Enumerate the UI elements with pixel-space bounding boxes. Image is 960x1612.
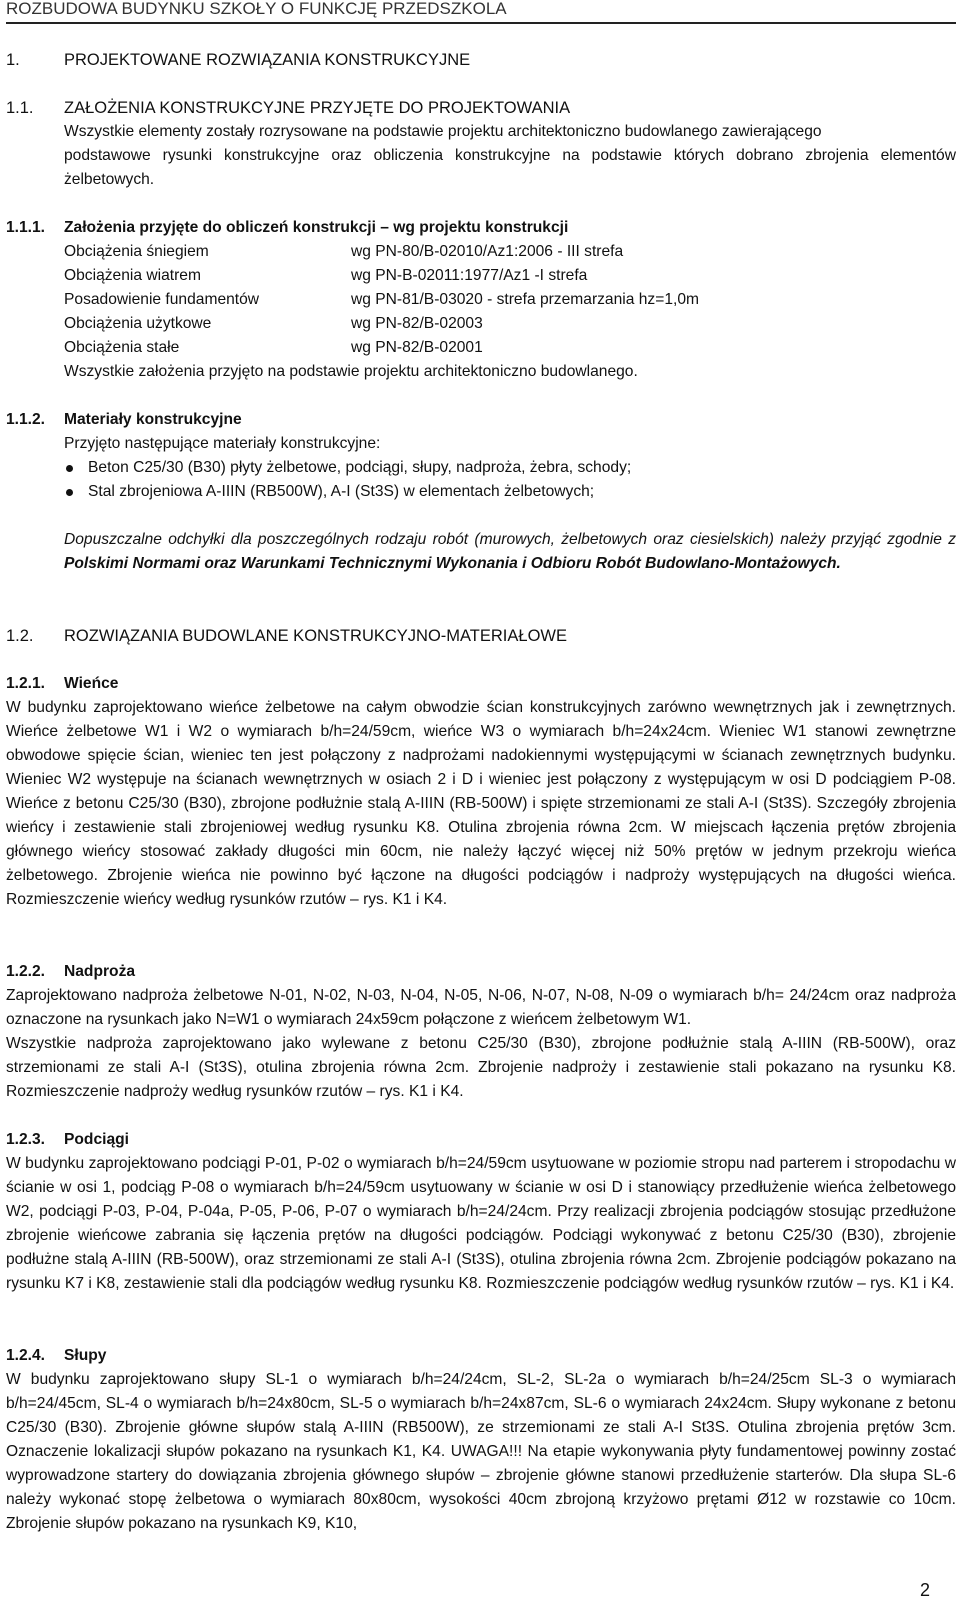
list-item: Beton C25/30 (B30) płyty żelbetowe, podciągi, słupy, nadproża, żebra, schody; [64, 456, 956, 480]
running-header: ROZBUDOWA BUDYNKU SZKOŁY O FUNKCJĘ PRZEDSZKOLA [6, 0, 507, 18]
bullet-icon [66, 489, 73, 496]
load-row: Obciążenia śniegiem wg PN-80/B-02010/Az1:2006 - III strefa [64, 243, 624, 260]
loads-note: Wszystkie założenia przyjęto na podstawie projektu architektoniczno budowlanego. [64, 363, 638, 380]
section-number: 1.1. [6, 99, 34, 117]
section-number: 1.2.2. [6, 963, 46, 980]
section-heading-1-1 [6, 96, 956, 120]
paragraph: W budynku zaprojektowano słupy SL-1 o wymiarach b/h=24/24cm, SL-2, SL-2a o wymiarach b/h=24/25cm SL-3 o wymiarach b/h=24/45cm, SL-4 o wymiarach b/h=24x80cm, SL-5 o wymiarach b/h=24x87cm, SL-6 o wymiarach 24x24cm. Słupy wykonane z betonu C25/30 (B30). Zbrojenie główne słupów stalą A-IIIN (RB500W), ze strzemionami ze stali A-I St3S. Otulina zbrojenia prętów 3cm. Oznaczenie lokalizacji słupów pokazano na rysunkach K1, K4. UWAGA!!! Na etapie wykonywania płyty fundamentowej powinny zostać wyprowadzone startery do dowiązania zbrojenia głównego słupów – zbrojenie główne stanowi przedłużenie starterów. Dla słupa SL-6 należy wykonać stopę żelbetowa o wymiarach 80x80cm, wysokości 40cm zbrojoną krzyżowo prętami Ø12 w rozstawie co 10cm. Zbrojenie słupów pokazano na rysunkach K9, K10, [6, 1371, 956, 1532]
section-title: ROZWIĄZANIA BUDOWLANE KONSTRUKCYJNO-MATERIAŁOWE [64, 627, 567, 645]
section-title: Nadproża [64, 963, 136, 980]
section-1-2-1-body [6, 696, 956, 912]
page-number: 2 [919, 1580, 930, 1600]
load-row: Obciążenia wiatrem wg PN-B-02011:1977/Az1 -I strefa [64, 267, 588, 284]
section-heading-1-2-1 [6, 672, 956, 696]
section-heading-1-2-2 [6, 960, 956, 984]
section-heading-1-2-3 [6, 1128, 956, 1152]
section-1-2-3-body [6, 1152, 956, 1296]
paragraph-first-line: Wszystkie elementy zostały rozrysowane na podstawie projektu architektoniczno budowlanego zawierającego [64, 123, 822, 140]
section-heading-1-1-2 [6, 408, 956, 432]
load-row: Obciążenia stałe wg PN-82/B-02001 [64, 339, 483, 356]
materials-block [6, 432, 956, 504]
section-number: 1.2.4. [6, 1347, 46, 1364]
tolerance-note [6, 528, 956, 576]
section-1-1-body [6, 120, 956, 192]
section-number: 1.2. [6, 627, 34, 645]
header-rule [6, 22, 956, 24]
section-title: Podciągi [64, 1131, 129, 1148]
section-number: 1. [6, 51, 20, 69]
document-page [6, 0, 956, 1612]
section-heading-1-2 [6, 624, 956, 648]
materials-intro: Przyjęto następujące materiały konstrukcyjne: [64, 435, 381, 452]
section-title: Materiały konstrukcyjne [64, 411, 242, 428]
tolerance-text: Dopuszczalne odchyłki dla poszczególnych rodzaju robót (murowych, żelbetowych oraz ciesielskich) należy przyjąć zgodnie z [64, 531, 956, 548]
section-heading-1-2-4 [6, 1344, 956, 1368]
paragraph: Zaprojektowano nadproża żelbetowe N-01, N-02, N-03, N-04, N-05, N-06, N-07, N-08, N-09 o wymiarach b/h= 24/24cm oraz nadproża oznaczone na rysunkach jako N=W1 o wymiarach 24x59cm połączone z wieńcem żelbetowym W1. [6, 987, 956, 1028]
section-heading-1-1-1 [6, 216, 956, 240]
paragraph: W budynku zaprojektowano podciągi P-01, P-02 o wymiarach b/h=24/59cm usytuowane w poziomie stropu nad parterem i stropodachu w ścianie w osi 1, podciąg P-08 o wymiarach b/h=24/59cm usytuowany w ścianie w osi D i stanowiący przedłużenie wieńca żelbetowego W2, podciągi P-03, P-04, P-04a, P-05, P-06, P-07 o wymiarach b/h=24/24cm. Przy realizacji zbrojenia podciągów stosując przedłużone zbrojenie wieńcowe zabrania się łączenia prętów na długości podciągów. Podciągi wykonywać z betonu C25/30 (B30), zbrojenie podłużne stalą A-IIIN (RB-500W), oraz strzemionami ze stali A-I (St3S), otulina zbrojenia równa 2cm. Zbrojenie podciągów pokazano na rysunku K7 i K8, zestawienie stali dla podciągów według rysunku K8. Rozmieszczenie podciągów według rysunków rzutów – rys. K1 i K4. [6, 1155, 956, 1292]
paragraph-rest: podstawowe rysunki konstrukcyjne oraz obliczenia konstrukcyjne na podstawie których dobrano zbrojenia elementów żelbetowych. [64, 147, 956, 188]
tolerance-standards: Polskimi Normami oraz Warunkami Technicznymi Wykonania i Odbioru Robót Budowlano-Montażowych. [64, 555, 841, 572]
bullet-icon [66, 465, 73, 472]
paragraph: Wszystkie nadproża zaprojektowano jako wylewane z betonu C25/30 (B30), zbrojone podłużnie stalą A-IIIN (RB-500W), oraz strzemionami ze stali A-I (St3S), otulina zbrojenia równa 2cm. Zbrojenie nadproży i zestawienie stali pokazano na rysunku K8. Rozmieszczenie nadproży według rysunków rzutów – rys. K1 i K4. [6, 1035, 956, 1100]
section-number: 1.1.1. [6, 219, 46, 236]
section-title: Wieńce [64, 675, 119, 692]
section-1-2-4-body [6, 1368, 956, 1536]
materials-list [64, 456, 956, 504]
loads-table [6, 240, 956, 384]
section-number: 1.2.3. [6, 1131, 46, 1148]
section-1-2-2-body [6, 984, 956, 1104]
load-row: Obciążenia użytkowe wg PN-82/B-02003 [64, 315, 483, 332]
paragraph: W budynku zaprojektowano wieńce żelbetowe na całym obwodzie ścian konstrukcyjnych zarówno wewnętrznych jak i zewnętrznych. Wieńce żelbetowe W1 i W2 o wymiarach b/h=24/59cm, wieńce W3 o wymiarach b/h=24x24cm. Wieniec W1 stanowi zewnętrzne obwodowe spięcie ścian, wieniec ten jest połączony z nadprożami nadokiennymi występującymi w ścianach zewnętrznych budynku. Wieniec W2 występuje na ścianach wewnętrznych w osiach 2 i D i wieniec jest połączony z występującym w osi D podciągiem P-08. Wieńce z betonu C25/30 (B30), zbrojone podłużnie stalą A-IIIN (RB-500W) i spięte strzemionami ze stali A-I (St3S). Szczegóły zbrojenia wieńcy i zestawienie stali zbrojeniowej według rysunku K8. Otulina zbrojenia równa 2cm. W miejscach łączenia prętów zbrojenia głównego wieńcy stosować zakłady długości min 60cm, nie należy łączyć więcej niż 50% prętów w jednym przekroju wieńca żelbetowego. Zbrojenie wieńca nie powinno być łączone na długości podciągów i nadproży występujących na długości wieńca. Rozmieszczenie wieńcy według rysunków rzutów – rys. K1 i K4. [6, 699, 956, 908]
load-row: Posadowienie fundamentów wg PN-81/B-03020 - strefa przemarzania hz=1,0m [64, 291, 699, 308]
section-title: Słupy [64, 1347, 107, 1364]
section-title: Założenia przyjęte do obliczeń konstrukcji – wg projektu konstrukcji [64, 219, 569, 236]
section-number: 1.2.1. [6, 675, 46, 692]
section-number: 1.1.2. [6, 411, 46, 428]
list-item: Stal zbrojeniowa A-IIIN (RB500W), A-I (St3S) w elementach żelbetowych; [64, 480, 956, 504]
section-heading-1 [6, 48, 956, 72]
section-title: PROJEKTOWANE ROZWIĄZANIA KONSTRUKCYJNE [64, 51, 471, 69]
section-title: ZAŁOŻENIA KONSTRUKCYJNE PRZYJĘTE DO PROJEKTOWANIA [64, 99, 571, 117]
